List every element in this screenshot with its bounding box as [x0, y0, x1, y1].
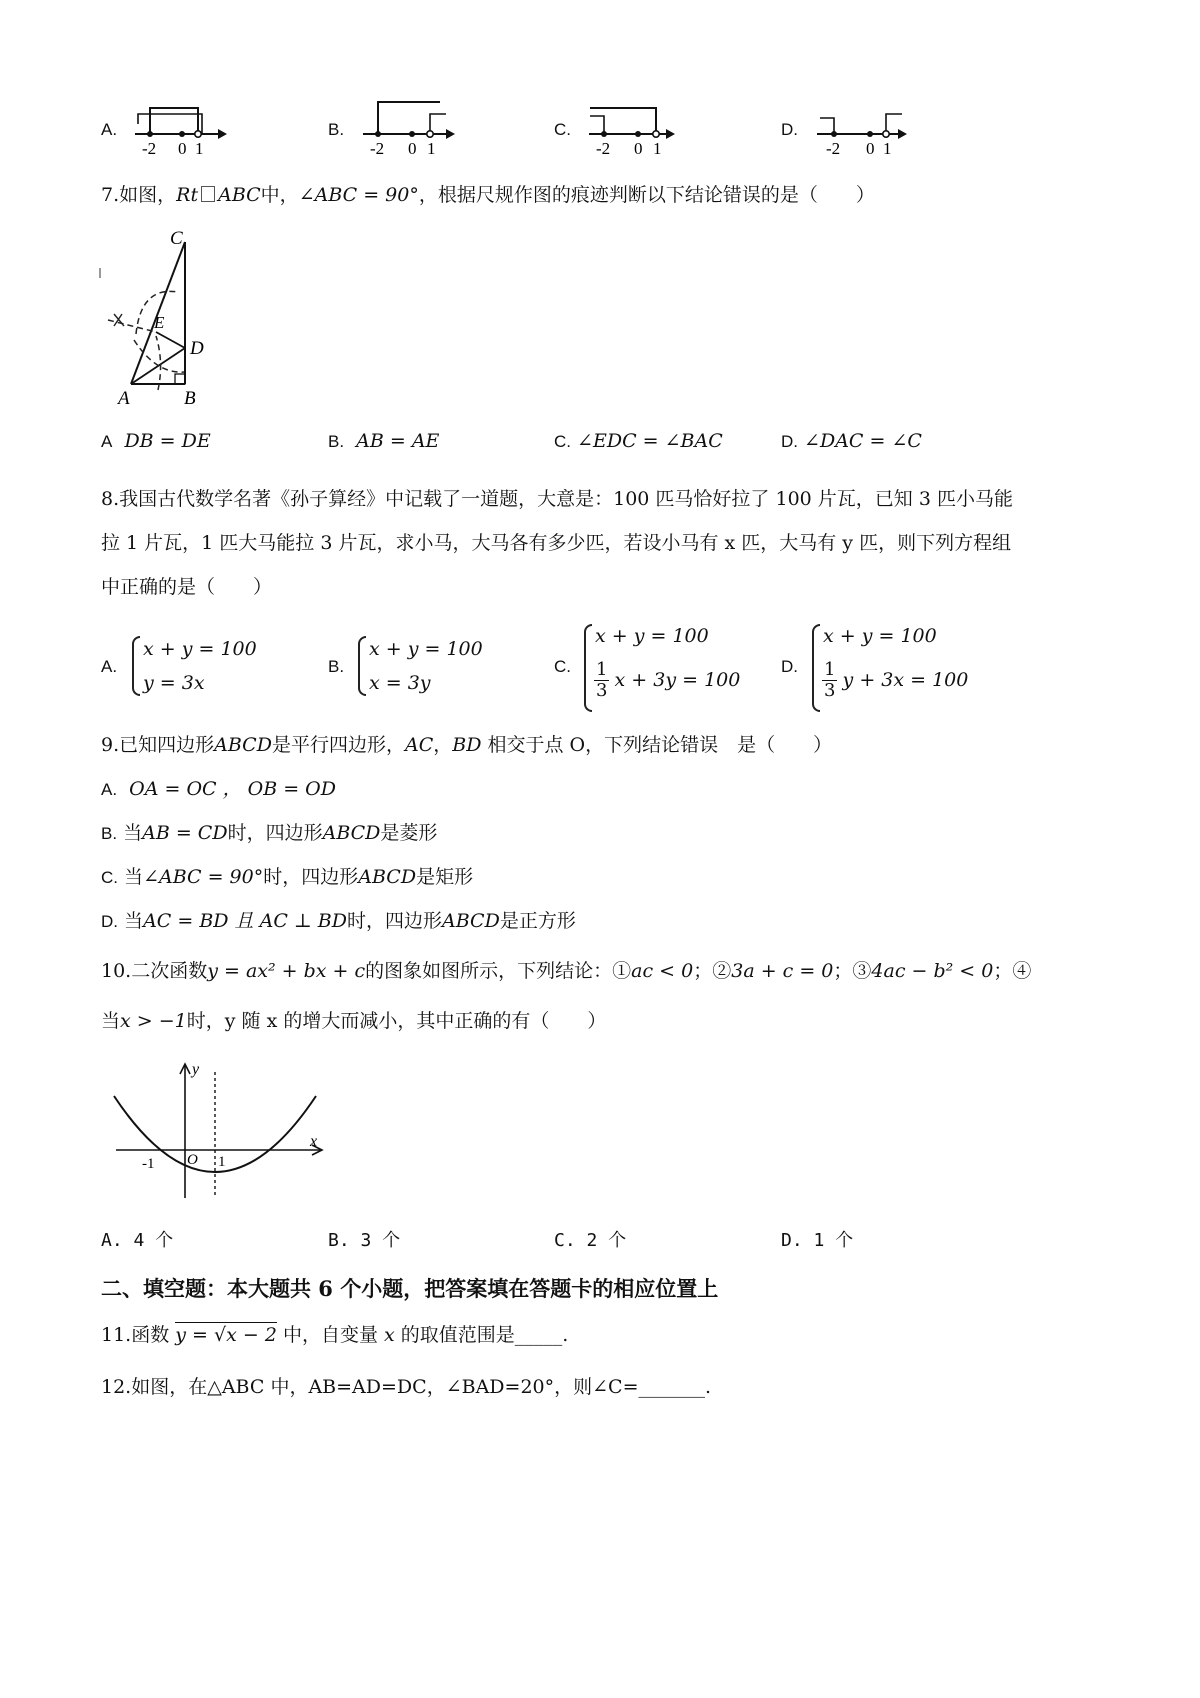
q10-label-x: x [310, 1133, 318, 1150]
q7-angle: ∠ABC = 90° [298, 184, 419, 206]
q9-option-b-c: ABCD [322, 822, 381, 844]
q9-option-c-c: ABCD [358, 866, 417, 888]
q9-option-d-b: 时，四边形 [347, 910, 443, 932]
q10-label-y: y [192, 1061, 200, 1078]
q8-option-c-fraction: $\frac{1}{3}$ [596, 659, 608, 701]
q7-rest: ，根据尺规作图的痕迹判断以下结论错误的是（ ） [418, 184, 875, 206]
q10-option-a [101, 1232, 173, 1250]
q9-stem-a: 9.已知四边形 [101, 734, 215, 756]
q6-b-tick-neg2: -2 [370, 139, 385, 156]
q11-stem [101, 1326, 568, 1345]
q10-line-1 [101, 962, 1031, 981]
q7-label-b: B [184, 388, 196, 409]
q10-label-origin: O [187, 1152, 198, 1168]
q8-option-c-brace [584, 624, 592, 712]
q6-option-d-letter: D. [781, 120, 798, 139]
q8-option-d-eq1: x + y = 100 [823, 625, 937, 647]
q6-option-c-numberline [584, 96, 684, 156]
q10-option-c-letter: C. [554, 1230, 576, 1251]
q9-stem-c: 相交于点 O，下列结论错误 是（ ） [487, 734, 833, 756]
q10-sep-3: ；④ [993, 960, 1032, 982]
q6-a-tick-0: 0 [178, 139, 187, 156]
q10-function: y = ax² + bx + c [207, 960, 366, 982]
q7-option-c-letter: C. [554, 432, 571, 451]
q10-conclusion-2: 3a + c = 0 [731, 960, 834, 982]
q9-option-c-letter: C. [101, 868, 118, 887]
q10-option-b [328, 1232, 400, 1250]
q7-arc-3 [156, 336, 161, 390]
q9-option-d-d: 是正方形 [499, 910, 576, 932]
q7-option-d-letter: D. [781, 432, 798, 451]
q9-option-b-b: 时，四边形 [227, 822, 323, 844]
q8-option-c-eq2 [594, 660, 740, 701]
q7-label-d: D [190, 338, 204, 359]
q9-bd: BD [452, 734, 482, 756]
q8-option-b-brace [358, 636, 366, 696]
q8-line-3: 中正确的是（ ） [101, 576, 273, 598]
q10-option-d-letter: D. [781, 1230, 803, 1251]
q9-option-d-math: AC = BD 且 AC ⊥ BD [143, 910, 347, 932]
q7-label-e: E [154, 313, 165, 332]
q7-option-a-letter: A [101, 432, 113, 451]
q6-a-tick-neg2: -2 [142, 139, 157, 156]
q9-option-b [101, 824, 437, 843]
q7-option-b-math: AB = AE [356, 430, 440, 452]
q6-d-tick-neg2: -2 [826, 139, 841, 156]
q9-option-b-a: 当 [123, 822, 143, 844]
q10-parabola-graph [100, 1058, 330, 1208]
q7-option-d-math: ∠DAC = ∠C [804, 430, 922, 452]
q9-option-d-a: 当 [124, 910, 144, 932]
q9-abcd: ABCD [214, 734, 272, 756]
q8-option-b-letter: B. [328, 657, 345, 676]
q8-option-b-eq1: x + y = 100 [369, 638, 483, 660]
q7-option-a [101, 432, 211, 451]
q8-option-d-fraction: $\frac{1}{3}$ [824, 659, 836, 701]
q6-option-b-numberline [358, 96, 458, 156]
q8-option-a-eq1: x + y = 100 [143, 638, 257, 660]
q8-option-d-letter: D. [781, 657, 798, 676]
q8-option-a-eq2: y = 3x [143, 672, 205, 694]
q10-sep-1: ；② [693, 960, 732, 982]
q7-rt: Rt [176, 184, 199, 206]
q7-option-a-math: DB = DE [124, 430, 211, 452]
q8-option-c-eq1: x + y = 100 [595, 625, 709, 647]
q6-d-tick-1: 1 [883, 139, 892, 156]
q7-cross-mark [114, 314, 124, 326]
q6-c-tick-0: 0 [634, 139, 643, 156]
q8-option-d-brace [812, 624, 820, 712]
q10-line1-a: 10.二次函数 [101, 960, 208, 982]
q7-option-c-math: ∠EDC = ∠BAC [577, 430, 723, 452]
q9-stem-b: 是平行四边形， [271, 734, 405, 756]
q9-comma: ， [433, 734, 453, 756]
q6-option-c-letter: C. [554, 120, 571, 139]
q8-option-d-eq2 [822, 660, 968, 701]
q11-variable: x [384, 1324, 395, 1346]
q10-option-a-letter: A. [101, 1230, 123, 1251]
q11-mid: 中，自变量 [282, 1324, 378, 1346]
q6-option-a-letter: A. [101, 120, 118, 139]
q8-option-c-letter: C. [554, 657, 571, 676]
q7-option-c [554, 432, 723, 451]
q9-option-b-letter: B. [101, 824, 118, 843]
q10-option-d [781, 1232, 853, 1250]
q9-option-c-b: 时，四边形 [263, 866, 359, 888]
q8-option-c-eq2-rest: x + 3y = 100 [614, 668, 741, 691]
q10-label-1: 1 [218, 1154, 226, 1170]
q10-option-b-letter: B. [328, 1230, 350, 1251]
section-2-heading: 二、填空题：本大题共 6 个小题，把答案填在答题卡的相应位置上 [101, 1276, 719, 1301]
q6-b-tick-1: 1 [427, 139, 436, 156]
q9-option-d [101, 912, 576, 931]
q9-option-b-math: AB = CD [142, 822, 228, 844]
q8-line-1: 8.我国古代数学名著《孙子算经》中记载了一道题，大意是：100 匹马恰好拉了 100 片瓦，已知 3 匹小马能 [101, 488, 1013, 510]
q6-option-a-numberline [130, 96, 230, 156]
q7-figure [96, 224, 226, 414]
q9-option-c-a: 当 [124, 866, 144, 888]
q6-b-tick-0: 0 [408, 139, 417, 156]
q11-prefix: 11.函数 [101, 1324, 170, 1346]
q9-option-c-math: ∠ABC = 90° [143, 866, 264, 888]
q11-function: y = √x − 2 [175, 1324, 277, 1346]
q7-right-angle-mark [175, 374, 185, 384]
q9-stem [101, 736, 832, 755]
q7-triangle-symbol [201, 186, 215, 202]
q7-option-b [328, 432, 439, 451]
q9-ac: AC [404, 734, 434, 756]
q7-label-a: A [118, 388, 130, 409]
q8-line-2: 拉 1 片瓦，1 匹大马能拉 3 片瓦，求小马，大马各有多少匹，若设小马有 x 匹，大马有 y 匹，则下列方程组 [101, 532, 1012, 554]
q6-d-tick-0: 0 [866, 139, 875, 156]
q7-option-b-letter: B. [328, 432, 345, 451]
q10-line-2 [101, 1012, 606, 1031]
q10-conclusion-3: 4ac − b² < 0 [871, 960, 994, 982]
q7-label-c: C [170, 228, 183, 249]
q9-option-d-c: ABCD [442, 910, 500, 932]
q6-option-d-numberline [812, 96, 912, 156]
q10-line2-b: 时，y 随 x 的增大而减小，其中正确的有（ ） [186, 1010, 607, 1032]
q7-stem [101, 186, 875, 205]
q9-option-a [101, 780, 336, 799]
q10-sep-2: ；③ [833, 960, 872, 982]
q10-label-neg1: -1 [142, 1156, 155, 1172]
q10-condition: x > −1 [120, 1010, 187, 1032]
q10-option-d-text: 1 个 [813, 1230, 854, 1251]
q7-mid: 中， [260, 184, 299, 206]
q10-option-b-text: 3 个 [360, 1230, 401, 1251]
q10-option-a-text: 4 个 [133, 1230, 174, 1251]
q6-option-b-letter: B. [328, 120, 345, 139]
q10-conclusion-1: ac < 0 [631, 960, 694, 982]
q7-prefix: 7.如图， [101, 184, 177, 206]
q8-option-b-eq2: x = 3y [369, 672, 431, 694]
q6-c-tick-neg2: -2 [596, 139, 611, 156]
q6-a-tick-1: 1 [195, 139, 204, 156]
q7-segment-ed [156, 332, 185, 348]
q9-option-c [101, 868, 473, 887]
q11-suffix: 的取值范围是_____. [400, 1324, 569, 1346]
q6-c-tick-1: 1 [653, 139, 662, 156]
q9-option-c-d: 是矩形 [416, 866, 474, 888]
q10-line1-b: 的图象如图所示，下列结论：① [365, 960, 632, 982]
q8-option-d-eq2-rest: y + 3x = 100 [842, 668, 969, 691]
q9-option-a-math: OA = OC ， OB = OD [129, 778, 336, 800]
q10-line2-a: 当 [101, 1010, 121, 1032]
q8-option-a-brace [132, 636, 140, 696]
q10-option-c [554, 1232, 626, 1250]
q9-option-d-letter: D. [101, 912, 118, 931]
q7-triangle: ABC [218, 184, 261, 206]
q7-option-d [781, 432, 922, 451]
q12-stem: 12.如图，在△ABC 中，AB=AD=DC，∠BAD=20°，则∠C=_______. [101, 1376, 712, 1398]
q10-option-c-text: 2 个 [586, 1230, 627, 1251]
q9-option-a-letter: A. [101, 780, 118, 799]
q9-option-b-d: 是菱形 [380, 822, 438, 844]
q8-option-a-letter: A. [101, 657, 118, 676]
q7-bisector-line [108, 320, 156, 332]
